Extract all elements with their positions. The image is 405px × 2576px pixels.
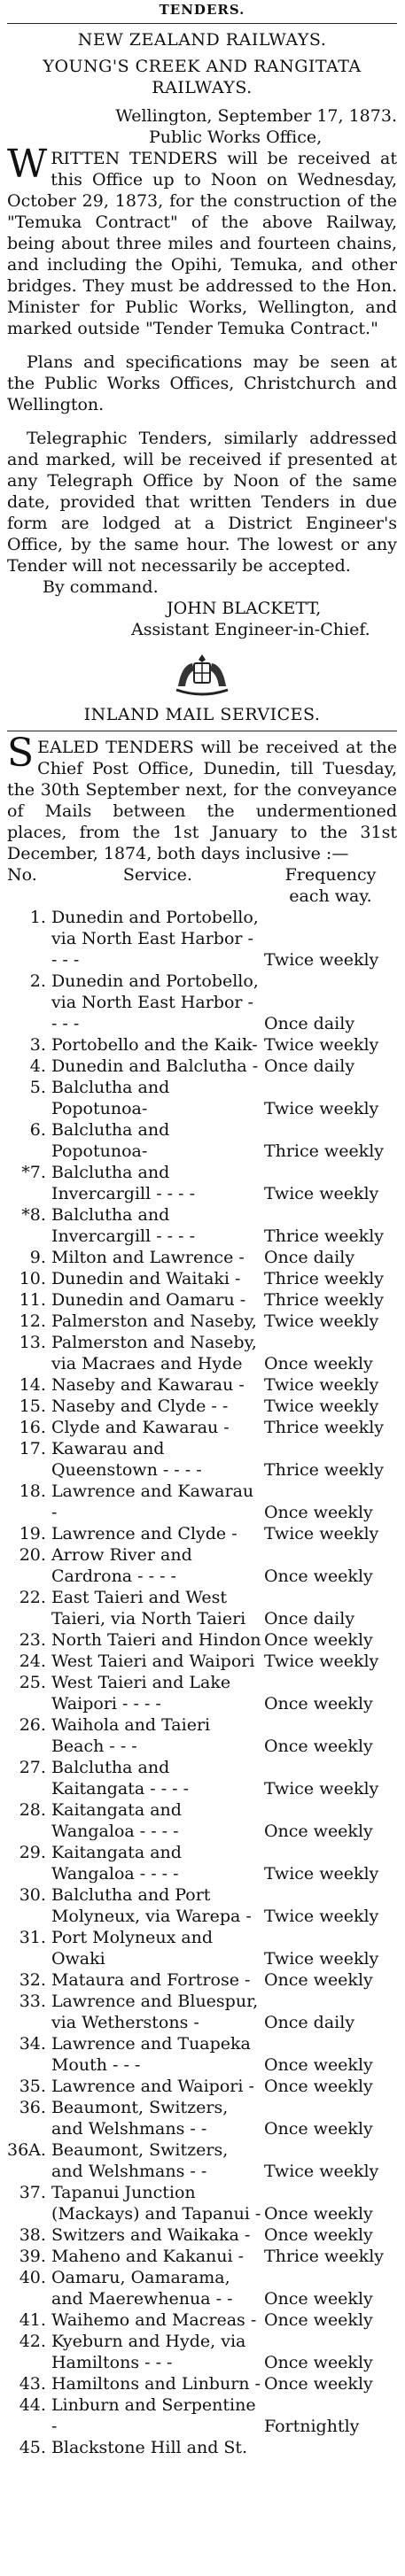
row-number: 32. <box>19 1970 46 1990</box>
table-row <box>7 1757 397 1799</box>
table-row <box>7 1799 397 1842</box>
table-row <box>7 2224 397 2246</box>
row-service: Blackstone Hill and St. <box>51 2438 248 2457</box>
row-service: Balclutha and Popotunoa- <box>51 1120 170 1161</box>
row-frequency: Once weekly <box>263 1970 373 1990</box>
table-row <box>7 1714 397 1757</box>
mail-intro: SEALED TENDERS will be received at the Chief Post Office, Dunedin, till Tuesday, the 30th September next, for the conveyance of Mails between the undermentioned places, from the 1st January to the 31st December, 1874, both days inclusive :— <box>7 731 397 863</box>
table-row <box>7 2076 397 2097</box>
row-service: Lawrence and Bluespur, via Wetherstons - <box>51 1992 259 2032</box>
row-number: 40. <box>19 2268 46 2287</box>
row-frequency: Once daily <box>263 1014 355 1033</box>
row-number: 3. <box>29 1035 46 1055</box>
row-frequency: Once weekly <box>263 1566 373 1586</box>
railways-paragraph-1: WRITTEN TENDERS will be received at this Office up to Noon on Wednesday, October 29, 1873, for the construction of the "Temuka Contract" of the above Railway, being about three miles and fourteen chains, and including the Opihi, Temuka, and other bridges. They must be addressed to the Hon. Minister for Public Works, Wellington, and marked outside "Tender Temuka Contract." <box>7 142 397 338</box>
row-frequency <box>264 2437 397 2458</box>
row-service: Dunedin and Portobello, via North East Harbor - - - - <box>51 971 259 1033</box>
row-number: 31. <box>19 1928 46 1947</box>
row-number: 45. <box>19 2438 46 2457</box>
row-number: 26. <box>19 1715 46 1735</box>
table-row <box>7 1651 397 1672</box>
mail-services-table <box>7 864 397 2458</box>
row-service: Balclutha and Port Molyneux, via Warepa - <box>51 1885 252 1926</box>
table-row <box>7 1162 397 1204</box>
row-number: 5. <box>29 1078 46 1097</box>
row-frequency: Twice weekly <box>263 1035 379 1055</box>
row-service: Kaitangata and Wangaloa - - - - <box>51 1843 182 1884</box>
railways-paragraph-2: Plans and specifications may be seen at the Public Works Offices, Christchurch and Wellington. <box>7 352 397 414</box>
table-row <box>7 1991 397 2033</box>
table-row <box>7 2139 397 2182</box>
table-row <box>7 1077 397 1119</box>
row-number: 14. <box>19 1375 46 1395</box>
table-row <box>7 1396 397 1417</box>
railways-dateline: Wellington, September 17, 1873. <box>115 106 397 126</box>
row-service: Dunedin and Oamaru - <box>51 1290 246 1310</box>
row-frequency: Thrice weekly <box>263 1226 385 1246</box>
row-service: Portobello and the Kaik- <box>51 1035 258 1055</box>
col-service-header: Service. <box>122 865 192 885</box>
row-frequency: Once daily <box>263 1609 355 1628</box>
row-frequency: Once weekly <box>263 2310 373 2330</box>
row-number: 23. <box>19 1630 46 1650</box>
col-frequency-header: Frequency each way. <box>284 865 377 906</box>
row-service: West Taieri and Lake Waipori - - - - <box>51 1673 231 1713</box>
row-number: 30. <box>19 1885 46 1905</box>
row-frequency: Once daily <box>263 1248 355 1267</box>
divider <box>7 23 397 24</box>
row-frequency: Once weekly <box>263 1354 373 1373</box>
table-row <box>7 1672 397 1714</box>
row-service: Waihemo and Macreas - <box>51 2310 257 2330</box>
row-number: 37. <box>19 2183 46 2202</box>
row-service: Tapanui Junction (Mackays) and Tapanui - <box>51 2183 261 2224</box>
row-service: Balclutha and Invercargill - - - - <box>51 1205 196 1246</box>
row-number: 15. <box>19 1396 46 1416</box>
table-row <box>7 2437 397 2458</box>
row-number: 38. <box>19 2225 46 2245</box>
row-number: 4. <box>29 1056 46 1076</box>
row-frequency: Twice weekly <box>263 2162 379 2181</box>
row-number: 20. <box>19 1545 46 1565</box>
row-number: 24. <box>19 1652 46 1671</box>
row-service: Hamiltons and Linburn - <box>51 2374 261 2394</box>
table-row <box>7 2394 397 2437</box>
row-frequency: Once weekly <box>263 2204 373 2224</box>
row-frequency: Twice weekly <box>263 1864 379 1884</box>
col-no-header: No. <box>7 865 37 885</box>
row-frequency: Twice weekly <box>263 1375 379 1395</box>
railways-office: Public Works Office, <box>149 128 323 147</box>
row-frequency: Twice weekly <box>263 1524 379 1543</box>
row-service: Beaumont, Switzers, and Welshmans - - <box>51 2098 229 2139</box>
row-frequency: Once weekly <box>263 2225 373 2245</box>
table-row <box>7 1247 397 1268</box>
row-service: Maheno and Kakanui - <box>51 2247 245 2266</box>
row-service: East Taieri and West Taieri, via North Taieri <box>51 1588 246 1628</box>
table-row <box>7 1311 397 1332</box>
table-row <box>7 1544 397 1587</box>
row-frequency: Thrice weekly <box>263 1290 385 1310</box>
row-service: Kaitangata and Wangaloa - - - - <box>51 1800 182 1841</box>
row-number: 29. <box>19 1843 46 1862</box>
row-number: 22. <box>19 1588 46 1607</box>
row-frequency: Once weekly <box>263 1822 373 1841</box>
table-row <box>7 1119 397 1162</box>
row-frequency: Once daily <box>263 2013 355 2032</box>
row-service: Lawrence and Waipori - <box>51 2077 254 2096</box>
row-service: Balclutha and Kaitangata - - - - <box>51 1758 190 1799</box>
newspaper-column <box>7 2 397 2458</box>
row-service: Kyeburn and Hyde, via Hamiltons - - - <box>51 2332 246 2372</box>
row-service: Naseby and Clyde - - <box>51 1396 229 1416</box>
row-service: Waihola and Taieri Beach - - - <box>51 1715 211 1756</box>
table-row <box>7 1927 397 1969</box>
railways-heading: NEW ZEALAND RAILWAYS. <box>77 30 327 50</box>
row-number: 11. <box>19 1290 46 1310</box>
table-row <box>7 1268 397 1289</box>
row-frequency: Once weekly <box>263 2353 373 2372</box>
row-number: 27. <box>19 1758 46 1777</box>
row-service: Clyde and Kawarau - <box>51 1418 230 1437</box>
row-frequency: Twice weekly <box>263 1396 379 1416</box>
table-row <box>7 1523 397 1544</box>
row-service: Naseby and Kawarau - <box>51 1375 245 1395</box>
row-frequency: Once daily <box>263 1056 355 1076</box>
row-service: Oamaru, Oamarama, and Maerewhenua - - <box>51 2268 233 2309</box>
table-row <box>7 1332 397 1374</box>
row-frequency: Twice weekly <box>263 1099 379 1118</box>
row-frequency: Thrice weekly <box>263 1418 385 1437</box>
row-frequency: Once weekly <box>263 2374 373 2394</box>
row-service: Dunedin and Portobello, via North East Harbor - - - - <box>51 908 259 970</box>
row-frequency: Twice weekly <box>263 1311 379 1331</box>
table-row <box>7 2097 397 2139</box>
row-frequency: Twice weekly <box>263 1779 379 1799</box>
row-frequency: Thrice weekly <box>263 1141 385 1161</box>
table-row <box>7 1969 397 1991</box>
table-row <box>7 971 397 1034</box>
row-service: Balclutha and Popotunoa- <box>51 1078 170 1118</box>
row-service: Kawarau and Queenstown - - - - <box>51 1439 202 1480</box>
row-frequency: Twice weekly <box>263 950 379 970</box>
signatory: JOHN BLACKETT, <box>167 599 322 618</box>
row-service: Lawrence and Tuapeka Mouth - - - <box>51 2034 251 2075</box>
row-frequency: Once weekly <box>263 1737 373 1756</box>
row-number: 9. <box>29 1248 46 1267</box>
row-frequency: Once weekly <box>263 1630 373 1650</box>
table-row <box>7 1374 397 1396</box>
row-service: Palmerston and Naseby, <box>51 1311 257 1331</box>
table-row <box>7 2267 397 2309</box>
row-service: Linburn and Serpentine - <box>51 2395 256 2436</box>
by-command: By command. <box>43 577 159 597</box>
table-row <box>7 1884 397 1927</box>
table-row <box>7 1034 397 1056</box>
row-number: 35. <box>19 2077 46 2096</box>
row-number: 6. <box>29 1120 46 1140</box>
table-row <box>7 1481 397 1523</box>
row-number: 16. <box>19 1418 46 1437</box>
row-service: Dunedin and Waitaki - <box>51 1269 241 1288</box>
row-frequency: Twice weekly <box>263 1907 379 1926</box>
row-number: 41. <box>19 2310 46 2330</box>
row-frequency: Once weekly <box>263 2055 373 2075</box>
row-service: Beaumont, Switzers, and Welshmans - - <box>51 2140 229 2181</box>
row-frequency: Fortnightly <box>263 2417 360 2436</box>
table-row <box>7 1438 397 1481</box>
row-number: 36A. <box>7 2140 46 2160</box>
row-number: *7. <box>21 1163 46 1182</box>
row-frequency: Once weekly <box>263 2289 373 2309</box>
row-number: 2. <box>29 971 46 991</box>
table-row <box>7 1629 397 1651</box>
row-frequency: Thrice weekly <box>263 1460 385 1480</box>
row-number: 36. <box>19 2098 46 2117</box>
row-number: 18. <box>19 1481 46 1501</box>
table-row <box>7 907 397 971</box>
row-service: Milton and Lawrence - <box>51 1248 245 1267</box>
table-row <box>7 1204 397 1247</box>
section-heading: TENDERS. <box>159 2 245 18</box>
row-number: 44. <box>19 2395 46 2415</box>
row-number: 33. <box>19 1992 46 2011</box>
table-row <box>7 1056 397 1077</box>
row-service: Port Molyneux and Owaki <box>51 1928 214 1969</box>
table-row <box>7 1289 397 1311</box>
row-number: 12. <box>19 1311 46 1331</box>
row-frequency: Twice weekly <box>263 1652 379 1671</box>
row-service: Switzers and Waikaka - <box>51 2225 251 2245</box>
row-frequency: Once weekly <box>263 2119 373 2139</box>
table-row <box>7 2182 397 2224</box>
table-row <box>7 2033 397 2076</box>
row-frequency: Twice weekly <box>263 1184 379 1203</box>
row-service: North Taieri and Hindon <box>51 1630 261 1650</box>
railways-paragraph-3: Telegraphic Tenders, similarly addressed and marked, will be received if presented at any Telegraph Office by Noon of the same date, provided that written Tenders in due form are lodged at a District Engineer's Office, by the same hour. The lowest or any Tender will not necessarily be accepted. <box>7 429 397 576</box>
row-service: Balclutha and Invercargill - - - - <box>51 1163 196 1203</box>
row-frequency: Thrice weekly <box>263 1269 385 1288</box>
row-frequency: Twice weekly <box>263 1949 379 1969</box>
row-service: West Taieri and Waipori <box>51 1652 255 1671</box>
row-number: 1. <box>29 908 46 927</box>
row-number: 43. <box>19 2374 46 2394</box>
row-number: 25. <box>19 1673 46 1692</box>
row-number: 34. <box>19 2034 46 2054</box>
row-service: Lawrence and Kawarau - <box>51 1481 254 1522</box>
railways-subheading: YOUNG'S CREEK AND RANGITATA RAILWAYS. <box>43 57 362 97</box>
row-frequency: Once weekly <box>263 1503 373 1522</box>
signatory-title: Assistant Engineer-in-Chief. <box>131 620 370 639</box>
row-service: Lawrence and Clyde - <box>51 1524 238 1543</box>
royal-coat-of-arms-icon <box>7 651 397 697</box>
table-row <box>7 2373 397 2394</box>
row-number: 28. <box>19 1800 46 1820</box>
row-service: Dunedin and Balclutha - <box>51 1056 259 1076</box>
row-service: Arrow River and Cardrona - - - - <box>51 1545 192 1586</box>
row-number: 19. <box>19 1524 46 1543</box>
mail-heading: INLAND MAIL SERVICES. <box>83 705 321 724</box>
table-row <box>7 2309 397 2331</box>
table-row <box>7 2331 397 2373</box>
row-number: 39. <box>19 2247 46 2266</box>
row-service: Mataura and Fortrose - <box>51 1970 251 1990</box>
row-number: 17. <box>19 1439 46 1458</box>
row-frequency: Thrice weekly <box>263 2247 385 2266</box>
table-header <box>7 864 397 907</box>
table-row <box>7 1417 397 1438</box>
row-number: 42. <box>19 2332 46 2351</box>
row-number: 13. <box>19 1333 46 1352</box>
row-number: 10. <box>19 1269 46 1288</box>
row-frequency: Once weekly <box>263 1694 373 1713</box>
row-frequency: Once weekly <box>263 2077 373 2096</box>
table-row <box>7 1842 397 1884</box>
row-service: Palmerston and Naseby, via Macraes and Hyde <box>51 1333 257 1373</box>
table-row <box>7 2246 397 2267</box>
row-number: *8. <box>21 1205 46 1225</box>
table-row <box>7 1587 397 1629</box>
